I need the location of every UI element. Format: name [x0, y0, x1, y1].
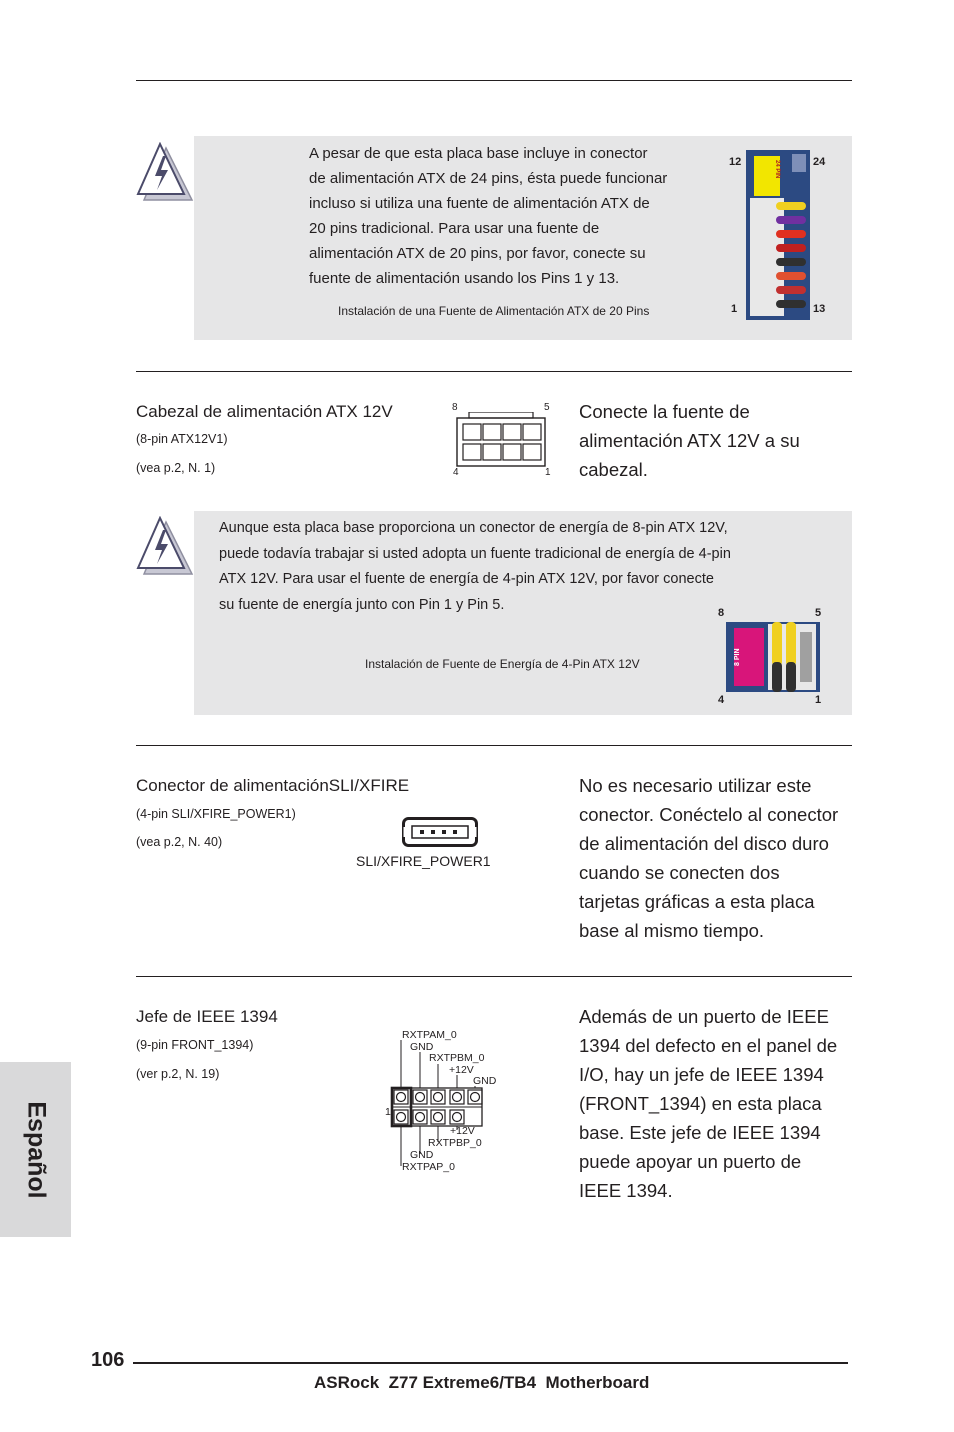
ieee-desc-line: I/O, hay un jefe de IEEE 1394 [579, 1064, 824, 1085]
atx12v-desc-line: alimentación ATX 12V a su [579, 430, 800, 451]
ieee-desc-line: puede apoyar un puerto de [579, 1151, 802, 1172]
footer-title: ASRock Z77 Extreme6/TB4 Motherboard [314, 1373, 650, 1392]
pin-label-13: 13 [813, 303, 826, 315]
section-rule [136, 371, 852, 372]
note2-line: puede todavía trabajar si usted adopta un fuente tradicional de energía de 4-pin [219, 545, 731, 562]
ieee-pin-1-label: 1 [385, 1106, 391, 1118]
atx12v-pin-4: 4 [453, 467, 459, 478]
page-number: 106 [91, 1349, 125, 1371]
pin-label-24: 24 [813, 156, 826, 168]
ieee-desc-line: Además de un puerto de IEEE [579, 1006, 829, 1027]
ieee-description [579, 1002, 869, 1205]
ieee-title: Jefe de IEEE 1394 [136, 1007, 278, 1026]
ieee-pin-label: GND [410, 1041, 434, 1053]
sli-desc-line: conector. Conéctelo al conector [579, 804, 839, 825]
sli-connector-label: SLI/XFIRE_POWER1 [356, 853, 491, 869]
warning-icon [134, 516, 196, 578]
warning-icon [134, 142, 196, 204]
note2-text [219, 516, 844, 618]
note1-caption: Instalación de una Fuente de Alimentación ATX de 20 Pins [338, 304, 650, 318]
photo-pin-4: 4 [718, 694, 725, 706]
top-rule [136, 80, 852, 81]
atx12v-reference: (vea p.2, N. 1) [136, 461, 216, 475]
ieee-pin-label: GND [410, 1149, 434, 1161]
sli-desc-line: cuando se conecten dos [579, 862, 780, 883]
atx12v-description [579, 397, 859, 484]
note1-line: A pesar de que esta placa base incluye in conector [309, 145, 648, 162]
photo-24pin-connector [746, 150, 810, 320]
photo-8pin-label: 8 PIN [734, 648, 741, 666]
photo-pin-8: 8 [718, 607, 725, 619]
sli-desc-line: base al mismo tiempo. [579, 920, 765, 941]
ieee-pin-label: +12V [449, 1064, 474, 1076]
language-side-tab [0, 1062, 71, 1237]
photo-24pin-label: 24 PIN [774, 160, 780, 179]
ieee-pin-label: RXTPBP_0 [428, 1137, 482, 1149]
atx12v-connector-diagram [455, 412, 547, 473]
atx12v-subtitle: (8-pin ATX12V1) [136, 432, 228, 446]
photo-pin-5: 5 [815, 607, 822, 619]
ieee-header-diagram [380, 1026, 520, 1176]
atx12v-pin-5: 5 [544, 402, 550, 413]
photo-pin-1: 1 [815, 694, 822, 706]
note1-text [309, 141, 719, 291]
pin-label-12: 12 [729, 156, 742, 168]
ieee-pin-label: RXTPAM_0 [402, 1029, 457, 1041]
note2-line: ATX 12V. Para usar el fuente de energía de 4-pin ATX 12V, por favor conecte [219, 571, 714, 587]
sli-title: Conector de alimentaciónSLI/XFIRE [136, 776, 410, 795]
ieee-pin-label: GND [473, 1075, 497, 1087]
ieee-reference: (ver p.2, N. 19) [136, 1067, 220, 1081]
ieee-pin-label: +12V [450, 1125, 475, 1137]
language-label: Español [22, 1100, 50, 1199]
sli-desc-line: de alimentación del disco duro [579, 833, 829, 854]
note2-line: Aunque esta placa base proporciona un conector de energía de 8-pin ATX 12V, [219, 520, 728, 536]
section-rule [136, 745, 852, 746]
ieee-subtitle: (9-pin FRONT_1394) [136, 1038, 254, 1052]
pin-label-1: 1 [731, 303, 738, 315]
note1-line: incluso si utiliza una fuente de alimentación ATX de [309, 195, 650, 212]
note2-line: su fuente de energía junto con Pin 1 y Pin 5. [219, 596, 505, 613]
ieee-pin-label: RXTPBM_0 [429, 1052, 485, 1064]
atx12v-title: Cabezal de alimentación ATX 12V [136, 402, 393, 421]
atx12v-desc-line: Conecte la fuente de [579, 401, 750, 422]
section-rule [136, 976, 852, 977]
note1-line: alimentación ATX de 20 pins, por favor, conecte su [309, 245, 646, 262]
ieee-pin-label: RXTPAP_0 [402, 1161, 455, 1173]
atx12v-pin-1: 1 [545, 467, 551, 478]
ieee-desc-line: base. Este jefe de IEEE 1394 [579, 1122, 821, 1143]
footer-rule [133, 1362, 848, 1364]
sli-desc-line: tarjetas gráficas a esta placa [579, 891, 815, 912]
note1-line: fuente de alimentación usando los Pins 1 y 13. [309, 270, 620, 287]
note1-line: de alimentación ATX de 24 pins, ésta puede funcionar [309, 170, 668, 187]
sli-connector-diagram [402, 817, 478, 852]
photo-8pin-connector [726, 622, 820, 692]
sli-desc-line: No es necesario utilizar este [579, 775, 812, 796]
sli-reference: (vea p.2, N. 40) [136, 835, 223, 849]
atx12v-desc-line: cabezal. [579, 459, 648, 480]
sli-description [579, 771, 869, 945]
ieee-desc-line: IEEE 1394. [579, 1180, 673, 1201]
sli-subtitle: (4-pin SLI/XFIRE_POWER1) [136, 807, 296, 821]
ieee-desc-line: (FRONT_1394) en esta placa [579, 1093, 822, 1114]
note1-line: 20 pins tradicional. Para usar una fuente de [309, 220, 600, 237]
atx12v-pin-8: 8 [452, 402, 458, 413]
ieee-desc-line: 1394 del defecto en el panel de [579, 1035, 838, 1056]
note2-caption: Instalación de Fuente de Energía de 4-Pin ATX 12V [365, 657, 640, 671]
